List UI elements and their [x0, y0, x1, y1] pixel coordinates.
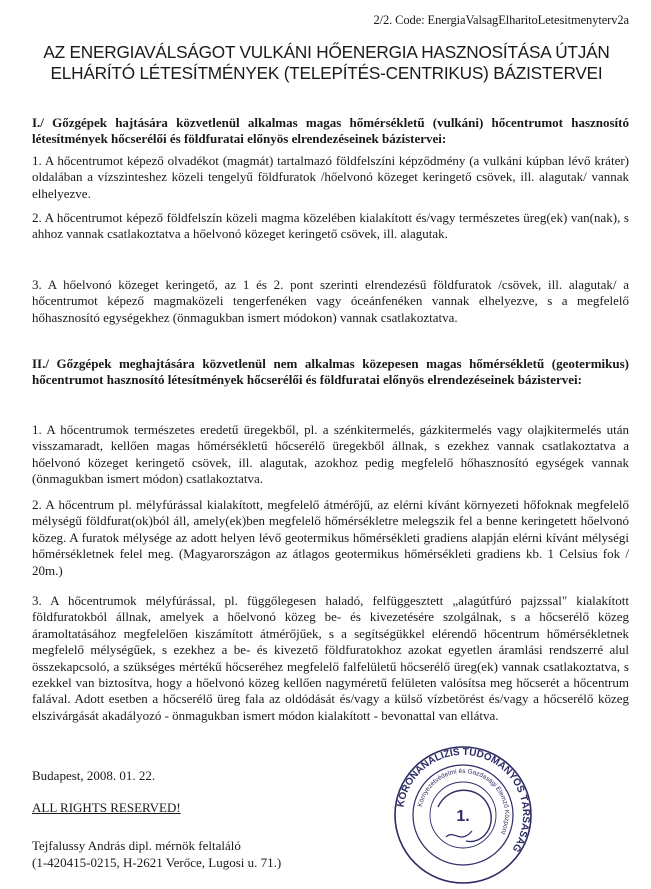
section-2-paragraph-1: 1. A hőcentrumok természetes eredetű üregekből, pl. a szénkitermelés, gázkitermelés vagy olajkitermelés után visszamaradt, kellően magas hőmérsékletű hőcserélő üregekből állnak, s ezekhez vannak csatlakoztatva a hőelvonó közeget keringető csövek, ill. alagutak, azokhoz pedig megfelelő hőhasznosító egységek vannak (önmagukban ismert módon) csatlakoztatva. [32, 422, 629, 487]
section-1-paragraph-2: 2. A hőcentrumot képező földfelszín közeli magma közelében kialakított és/vagy természetes üreg(ek) van(nak), s ahhoz vannak csatlakoztatva a hőelvonó közeget keringető csövek, ill. alagutak. [32, 210, 629, 242]
stamp-number: 1. [456, 808, 470, 825]
section-1-paragraph-3: 3. A hőelvonó közeget keringető, az 1 és 2. pont szerinti elrendezésű földfuratok /csövek, ill. alagutak/ a hőcentrumot képező magmaközeli tengerfenéken vagy óceánfenéken vannak elhelyezve, s a megfelelő hőhasznosító egységekhez (önmagukban ismert módokon) vannak csatlakoztatva. [32, 277, 629, 325]
section-2-paragraph-3: 3. A hőcentrumok mélyfúrással, pl. függőlegesen haladó, felfüggesztett „alagútfúró pajzssal" kialakított földfuratokból állnak, amelyek a hőelvonó közeg be- és kivezetésére szolgálnak, s a hőcserélő közeg áramoltatásához megfelelően kiszámított átmérőjűek, s a segítségükkel elérendő hőcentrum hőmérsékletnek megfelelő mélységűek, s ezekhez a be- és kivezető földfuratokhoz azokat egyetlen áramlási rendszerré alul összekapcsoló, a szükséges mértékű hőcseréhez megfelelő falfelületű hőcserélő üreg(ek) vannak csatlakoztatva, s ezekkel van biztosítva, hogy a hőelvonó közeg kellően nagyméretű felületen valósítsa meg hőcserét a hőcentrum falával. Adott esetben a hőcserélő üreg fala az oldódását és/vagy a külső vízbetörést és/vagy a hőcserélő közeg elszivárgását akadályozó - önmagukban ismert módon kialakított - bevonattal van ellátva. [32, 593, 629, 723]
stamp-outer-text: KORONANALIZIS TUDOMÁNYOS TÁRSASÁG [395, 746, 532, 854]
title-line-2: ELHÁRÍTÓ LÉTESÍTMÉNYEK (TELEPÍTÉS-CENTRIKUS) BÁZISTERVEI [50, 63, 603, 83]
signature-stroke-2 [446, 831, 472, 837]
section-1-paragraph-1: 1. A hőcentrumot képező olvadékot (magmát) tartalmazó földfelszíni képződmény (a vulkáni kúpban lévő kráter) oldalában a vízszinteshez közeli tengelyű földfuratok /hőelvonó közeget keringető csövek, ill. alagutak/ vannak elhelyezve. [32, 153, 629, 201]
section-2-paragraph-2: 2. A hőcentrum pl. mélyfúrással kialakított, megfelelő átmérőjű, az elérni kívánt környezeti hőfoknak megfelelő mélységű földfurat(ok)ból áll, amely(ek)ben megfelelő hőmérsékletre melegszik fel a benne keringetett hőelvonó közeg. A furatok mélysége az adott helyen lévő geotermikus hőmérsékleti gradiens alapján elérni kívánt mélységi hőmérsékletnek felel meg. (Magyarországon az átlagos geotermikus hőmérsékleti gradiens kb. 1 Celsius fok / 20m.) [32, 497, 629, 578]
author-address: (1-420415-0215, H-2621 Verőce, Lugosi u. 71.) [32, 855, 282, 870]
rights-notice: ALL RIGHTS RESERVED! [32, 800, 181, 815]
section-2-heading: II./ Gőzgépek meghajtására közvetlenül nem alkalmas közepesen magas hőmérsékletű (geotermikus) hőcentrumot hasznosító létesítmények hőcserélői és földfuratai előnyös elrendezéseinek bázistervei: [32, 356, 629, 388]
stamp-inner-text: Környezetvédelmi és Gazdasági Elemző Központ [416, 767, 511, 836]
document-date: Budapest, 2008. 01. 22. [32, 768, 156, 783]
author-name: Tejfalussy András dipl. mérnök feltaláló [32, 838, 241, 853]
official-stamp [388, 745, 538, 885]
document-code: 2/2. Code: EnergiaValsagElharitoLetesitmenyterv2a [373, 13, 629, 27]
section-1-heading: I./ Gőzgépek hajtására közvetlenül alkalmas magas hőmérsékletű (vulkáni) hőcentrumot hasznosító létesítmények hőcserélői és földfuratai előnyös elrendezéseinek bázistervei: [32, 115, 629, 147]
document-title [14, 42, 639, 84]
title-line-1: AZ ENERGIAVÁLSÁGOT VULKÁNI HŐENERGIA HASZNOSÍTÁSA ÚTJÁN [43, 42, 610, 62]
